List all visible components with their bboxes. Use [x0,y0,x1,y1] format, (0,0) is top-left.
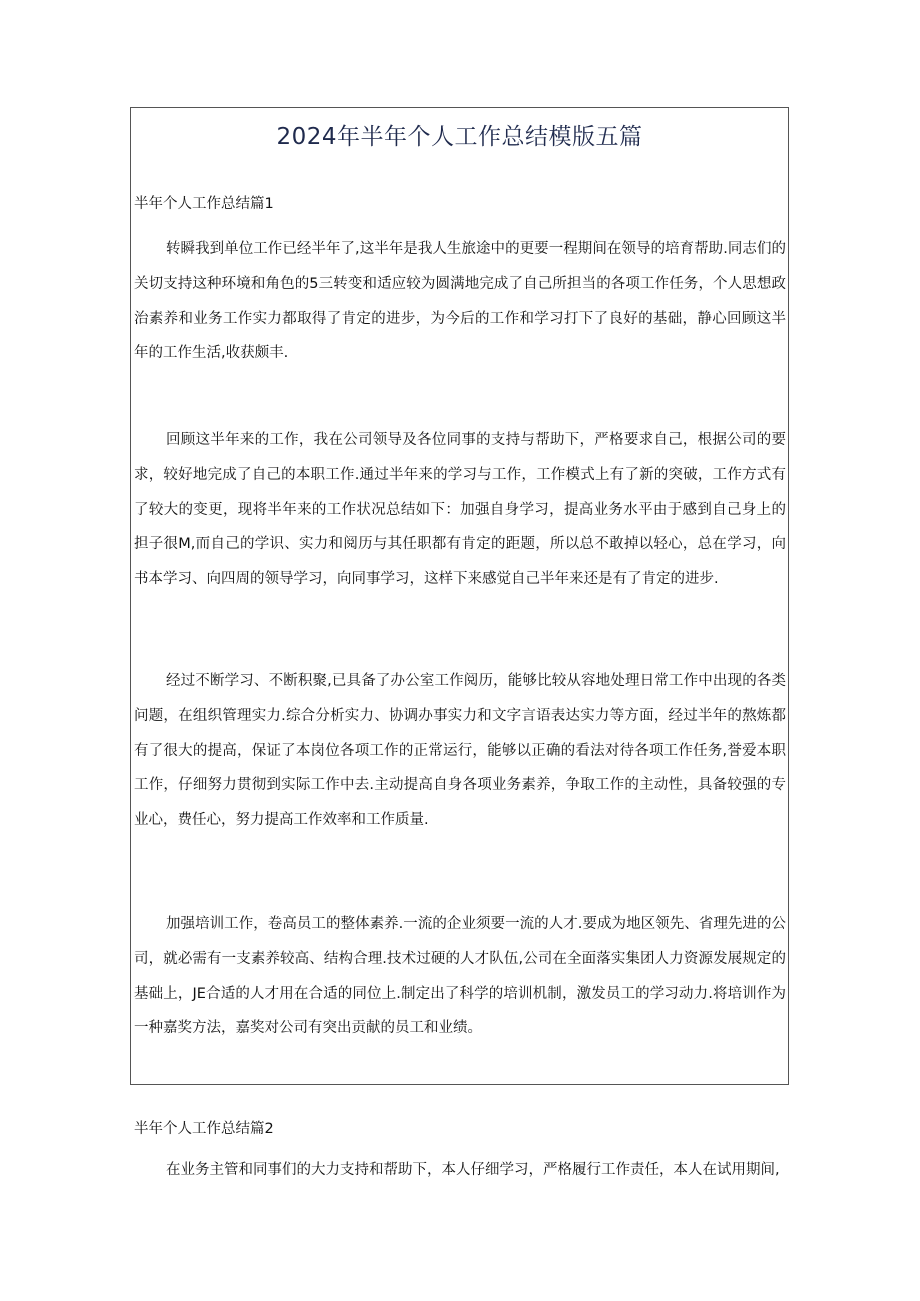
paragraph: 加强培训工作，卷高员工的整体素养.一流的企业须要一流的人才.要成为地区领先、省理先进的公司，就必需有一支素养较高、结构合理.技术过硬的人才队伍,公司在全面落实集团人力资源发展规定的基础上，JE合适的人才用在合适的同位上.制定出了科学的培训机制，激发员工的学习动力.将培训作为一种嘉奖方法，嘉奖对公司有突出贡献的员工和业绩。 [134,916,786,1037]
document-title: 2024年半年个人工作总结模版五篇 [276,124,643,150]
section-heading-1: 半年个人工作总结篇1 [134,196,274,212]
paragraph: 在业务主管和同事们的大力支持和帮助下，本人仔细学习，严格履行工作责任，本人在试用期间, [166,1162,780,1178]
section-heading-2: 半年个人工作总结篇2 [134,1121,274,1137]
paragraph: 转瞬我到单位工作已经半年了,这半年是我人生旅途中的更要一程期间在领导的培育帮助.同志们的关切支持这种环境和角色的5三转变和适应较为圆满地完成了自己所担当的各项工作任务，个人思想政治素养和业务工作实力都取得了肯定的进步，为今后的工作和学习打下了良好的基础，静心回顾这半年的工作生活,收获颇丰. [134,241,786,362]
paragraph: 回顾这半年来的工作，我在公司领导及各位同事的支持与帮助下，严格要求自己，根据公司的要求，较好地完成了自己的本职工作.通过半年来的学习与工作，工作模式上有了新的突破，工作方式有了较大的变更，现将半年来的工作状况总结如下：加强自身学习，提高业务水平由于感到自己身上的担子很M,而自己的学识、实力和阅历与其任职都有肯定的距题，所以总不敢掉以轻心，总在学习，向书本学习、向四周的领导学习，向同事学习，这样下来感觉自己半年来还是有了肯定的进步. [134,432,786,588]
paragraph: 经过不断学习、不断积聚,已具备了办公室工作阅历，能够比较从容地处理日常工作中出现的各类问题，在组织管理实力.综合分析实力、协调办事实力和文字言语表达实力等方面，经过半年的熬炼都有了很大的提高，保证了本岗位各项工作的正常运行，能够以正确的看法对待各项工作任务,誉爱本职工作，仔细努力贯彻到实际工作中去.主动提高自身各项业务素养，争取工作的主动性，具备较强的专业心，费任心，努力提高工作效率和工作质量. [134,673,786,829]
